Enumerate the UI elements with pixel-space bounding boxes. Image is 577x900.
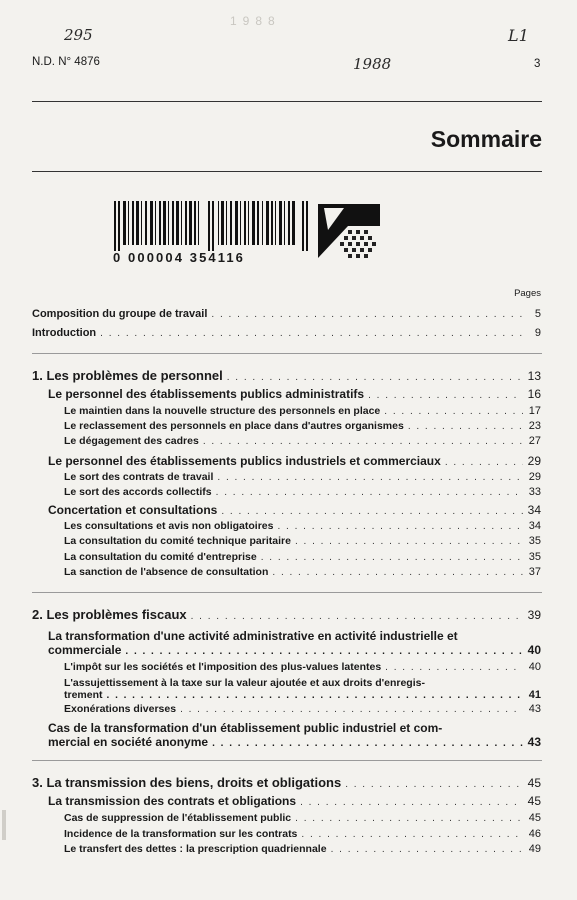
toc-section-heading[interactable]: 3. La transmission des biens, droits et obligations . . . 45 — [32, 776, 541, 790]
pages-column-label: Pages — [514, 288, 541, 299]
publisher-logo-icon — [318, 204, 380, 264]
toc-entry[interactable]: Introduction . . . 9 — [32, 327, 541, 339]
toc-entry[interactable]: La consultation du comité d'entreprise . . . 35 — [64, 551, 541, 564]
section-divider — [32, 592, 542, 593]
bleed-through-text: 1988 — [230, 14, 281, 28]
toc-entry[interactable]: Le transfert des dettes : la prescription quadriennale . . . 49 — [64, 843, 541, 856]
toc-entry[interactable]: Les consultations et avis non obligatoires . . . 34 — [64, 520, 541, 533]
toc-entry[interactable]: Le sort des accords collectifs . . . 33 — [64, 486, 541, 499]
toc-entry[interactable]: La consultation du comité technique paritaire . . . 35 — [64, 535, 541, 548]
toc-entry[interactable]: La transformation d'une activité administrative en activité industrielle et commerciale . . . 40 — [48, 629, 541, 657]
handwritten-number: 295 — [64, 26, 93, 44]
page-number: 3 — [534, 58, 541, 70]
title-rule — [32, 171, 542, 172]
toc-entry[interactable]: La transmission des contrats et obligations . . . 45 — [48, 795, 541, 808]
section-divider — [32, 760, 542, 761]
toc-entry[interactable]: Le personnel des établissements publics industriels et commerciaux . . . 29 — [48, 455, 541, 468]
toc-entry[interactable]: L'impôt sur les sociétés et l'imposition des plus-values latentes . . . 40 — [64, 661, 541, 674]
toc-entry[interactable]: Incidence de la transformation sur les contrats . . . 46 — [64, 828, 541, 841]
toc-entry[interactable]: Le sort des contrats de travail . . . 29 — [64, 471, 541, 484]
section-divider — [32, 353, 542, 354]
toc-entry[interactable]: Cas de suppression de l'établissement public . . . 45 — [64, 812, 541, 825]
toc-entry[interactable]: Le maintien dans la nouvelle structure des personnels en place . . . 17 — [64, 405, 541, 418]
toc-entry[interactable]: Le reclassement des personnels en place dans d'autres organismes . . . 23 — [64, 420, 541, 433]
toc-section-heading[interactable]: 1. Les problèmes de personnel . . . 13 — [32, 369, 541, 383]
toc-entry[interactable]: Composition du groupe de travail . . . 5 — [32, 308, 541, 320]
top-rule — [32, 101, 542, 102]
toc-entry[interactable]: La sanction de l'absence de consultation . . . 37 — [64, 566, 541, 579]
barcode — [114, 201, 310, 251]
handwritten-code: L1 — [508, 26, 529, 45]
toc-section-heading[interactable]: 2. Les problèmes fiscaux . . . 39 — [32, 608, 541, 622]
toc-entry[interactable]: Le personnel des établissements publics administratifs . . . 16 — [48, 388, 541, 401]
scan-margin-mark — [2, 810, 6, 840]
toc-entry[interactable]: L'assujettissement à la taxe sur la valeur ajoutée et aux droits d'enregis- trement . . . 41 — [64, 677, 541, 701]
toc-entry[interactable]: Cas de la transformation d'un établissement public industriel et com- mercial en société anonyme . . . 43 — [48, 721, 541, 749]
doc-number: N.D. N° 4876 — [32, 56, 100, 68]
toc-entry[interactable]: Le dégagement des cadres . . . 27 — [64, 435, 541, 448]
page-title: Sommaire — [430, 126, 542, 152]
toc-entry[interactable]: Exonérations diverses . . . 43 — [64, 703, 541, 716]
handwritten-year: 1988 — [353, 55, 392, 73]
barcode-digits: 0 000004 354116 — [113, 250, 245, 265]
toc-entry[interactable]: Concertation et consultations . . . 34 — [48, 504, 541, 517]
